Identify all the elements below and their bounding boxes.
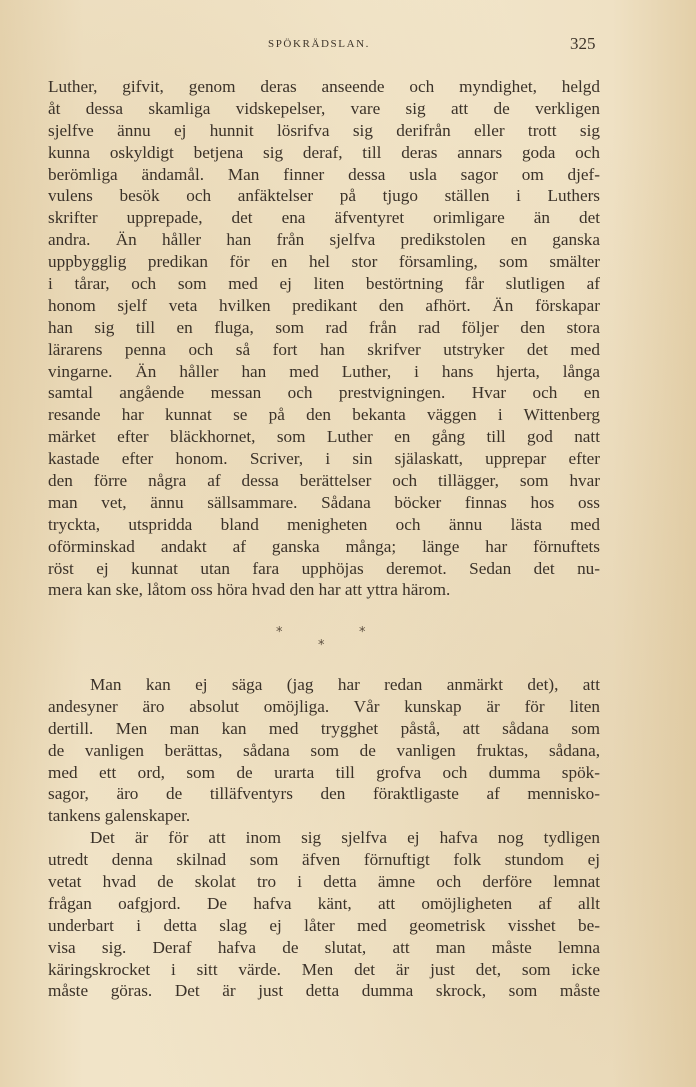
page-header (0, 34, 696, 58)
text-line: tankens galenskaper. (48, 806, 191, 826)
text-line: utredt denna skilnad som äfven förnuftigt folk stundom ej (48, 850, 600, 870)
text-line: vingarne. Än håller han med Luther, i hans hjerta, långa (48, 361, 600, 381)
text-line: underbart i detta slag ej låter med geometrisk visshet be- (48, 915, 600, 935)
asterisk-ornament: * (276, 625, 283, 640)
text-line: tryckta, utspridda bland menigheten och ännu lästa med (48, 514, 600, 534)
text-line: lärarens penna och så fort han skrifver utstryker det med (48, 339, 600, 359)
text-line: i tårar, och som med ej liten bestörtning får slutligen af (48, 274, 600, 294)
paragraph-1 (48, 76, 600, 601)
text-line: oförminskad andakt af ganska många; länge har förnuftets (48, 536, 600, 556)
text-line: skrifter upprepade, det ena äfventyret orimligare än det (48, 208, 600, 228)
text-line: vetat hvad de skolat tro i detta ämne och derföre lemnat (48, 872, 600, 892)
text-line: Det är för att inom sig sjelfva ej hafva nog tydligen (90, 828, 600, 848)
text-line: åt dessa skamliga vidskepelser, vare sig att de verkligen (48, 98, 600, 118)
text-line: med ett ord, som de urarta till grofva och dumma spök- (48, 762, 600, 782)
text-line: sagor, äro de tilläfventyrs den föraktligaste af mennisko- (48, 784, 600, 804)
text-line: kunna oskyldigt betjena sig deraf, till deras annars goda och (48, 142, 600, 162)
text-line: vulens besök och anfäktelser på tjugo ställen i Luthers (48, 186, 600, 206)
text-line: den förre några af dessa berättelser och tillägger, som hvar (48, 471, 600, 491)
page-number: 325 (570, 34, 596, 53)
text-line: frågan oafgjord. De hafva känt, att omöjligheten af allt (48, 893, 600, 913)
asterisk-ornament: * (359, 625, 366, 640)
text-line: sjelfve ännu ej hunnit lösrifva sig derifrån eller trott sig (48, 120, 600, 140)
text-line: resande har kunnat se på den bekanta väggen i Wittenberg (48, 405, 600, 425)
text-line: honom sjelf veta hvilken predikant den afhört. Än förskapar (48, 295, 600, 315)
text-line: röst ej kunnat utan fara upphöjas deremot. Sedan det nu- (48, 558, 600, 578)
section-separator (0, 624, 696, 654)
text-line: Man kan ej säga (jag har redan anmärkt det), att (90, 675, 600, 694)
asterisk-ornament: * (318, 638, 325, 653)
running-title: SPÖKRÄDSLAN. (268, 38, 371, 50)
text-line: käringskrocket i sitt värde. Men det är just det, som icke (48, 959, 600, 979)
text-line: andra. Än håller han från sjelfva predikstolen en ganska (48, 230, 600, 250)
text-line: märket efter bläckhornet, som Luther en gång till god natt (48, 427, 600, 447)
text-line: dertill. Men man kan med trygghet påstå, att sådana som (48, 718, 600, 738)
text-line: uppbygglig predikan för en hel stor församling, som smälter (48, 252, 600, 272)
text-line: samtal angående messan och prestvigningen. Hvar och en (48, 383, 600, 403)
text-line: han sig till en fluga, som rad från rad följer den stora (48, 317, 600, 337)
text-line: visa sig. Deraf hafva de slutat, att man måste lemna (48, 937, 600, 957)
text-line: mera kan ske, låtom oss höra hvad den har att yttra härom. (48, 580, 451, 600)
text-line: måste göras. Det är just detta dumma skrock, som måste (48, 981, 600, 1001)
text-line: kastade efter honom. Scriver, i sin själaskatt, upprepar efter (48, 449, 600, 469)
text-line: man vet, ännu sällsammare. Sådana böcker finnas hos oss (48, 492, 600, 512)
text-line: Luther, gifvit, genom deras anseende och myndighet, helgd (48, 77, 600, 96)
text-line: berömliga ändamål. Man finner dessa usla sagor om djef- (48, 164, 600, 184)
text-line: de vanligen berättas, sådana som de vanligen fruktas, sådana, (48, 740, 600, 760)
paragraph-2 (48, 674, 600, 1002)
text-line: andesyner äro absolut omöjliga. Vår kunskap är för liten (48, 696, 600, 716)
